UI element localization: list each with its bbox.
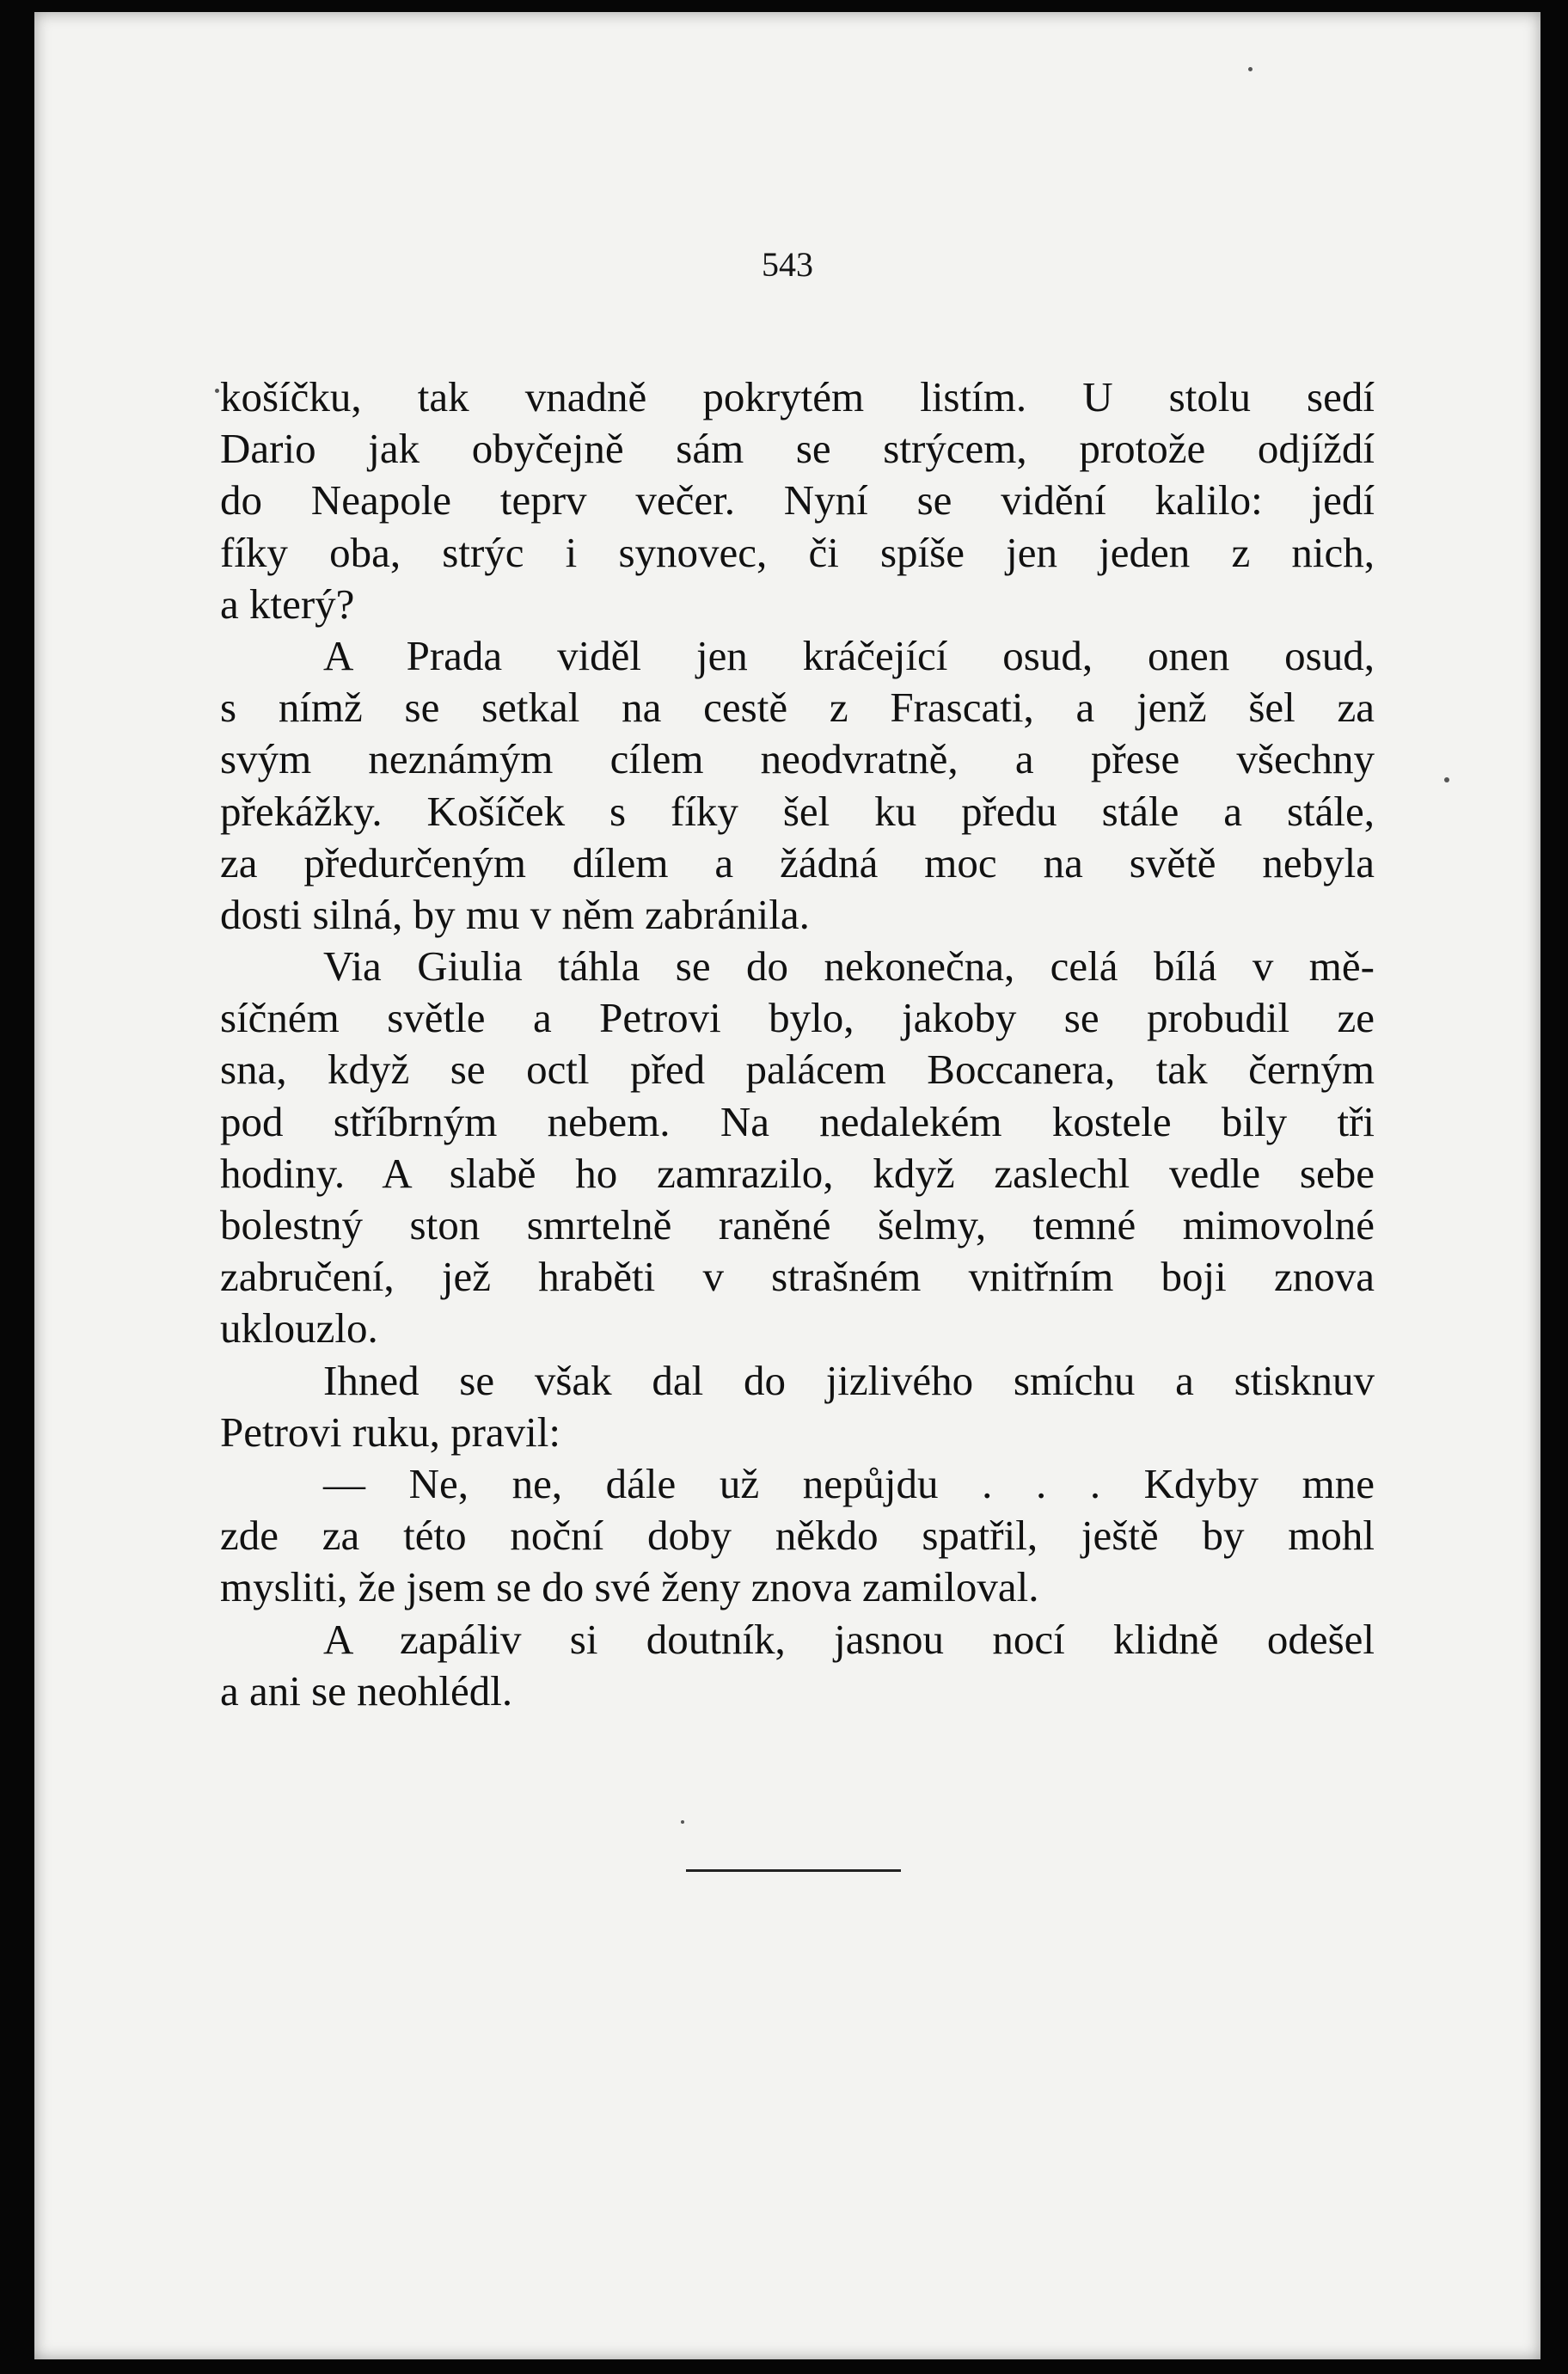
dust-speck	[681, 1820, 684, 1824]
text-line: mysliti, že jsem se do své ženy znova zamiloval.	[220, 1563, 1039, 1611]
page-number: 543	[762, 245, 813, 284]
end-of-chapter-rule	[686, 1869, 901, 1872]
text-line: a který?	[220, 580, 355, 628]
text-line: s nímž se setkal na cestě z Frascati, a jenž šel za	[220, 684, 1375, 732]
text-line: zabručení, jež hraběti v strašném vnitřním boji znova	[220, 1253, 1375, 1301]
text-line: pod stříbrným nebem. Na nedalekém kostele bily tři	[220, 1097, 1375, 1145]
text-line: za předurčeným dílem a žádná moc na světě nebyla	[220, 838, 1375, 886]
text-line: dosti silná, by mu v něm zabránila.	[220, 890, 810, 938]
text-line: svým neznámým cílem neodvratně, a přese všechny	[220, 735, 1375, 783]
text-line: hodiny. A slabě ho zamrazilo, když zaslechl vedle sebe	[220, 1149, 1375, 1197]
text-line: a ani se neohlédl.	[220, 1666, 513, 1715]
text-line: bolestný ston smrtelně raněné šelmy, temné mimovolné	[220, 1201, 1375, 1248]
dust-speck	[1444, 777, 1449, 782]
dust-speck	[1248, 67, 1253, 71]
text-line: A Prada viděl jen kráčející osud, onen osud,	[323, 631, 1375, 679]
text-line: do Neapole teprv večer. Nyní se vidění kalilo: jedí	[220, 476, 1375, 524]
text-line: sna, když se octl před palácem Boccanera, tak černým	[220, 1046, 1375, 1094]
text-line: zde za této noční doby někdo spatřil, ještě by mohl	[220, 1512, 1375, 1560]
text-line: košíčku, tak vnadně pokrytém listím. U stolu sedí	[220, 373, 1375, 420]
text-line: Dario jak obyčejně sám se strýcem, protože odjíždí	[220, 425, 1375, 473]
text-line: A zapáliv si doutník, jasnou nocí klidně odešel	[323, 1615, 1375, 1663]
body-text	[220, 371, 1375, 1717]
text-line: uklouzlo.	[220, 1304, 378, 1353]
dust-speck	[215, 389, 219, 393]
text-line: — Ne, ne, dále už nepůjdu . . . Kdyby mne	[323, 1459, 1375, 1507]
text-line: Petrovi ruku, pravil:	[220, 1408, 561, 1456]
book-page	[34, 12, 1540, 2359]
text-line: fíky oba, strýc i synovec, či spíše jen jeden z nich,	[220, 528, 1375, 576]
text-line: překážky. Košíček s fíky šel ku předu stále a stále,	[220, 787, 1375, 835]
text-line: Ihned se však dal do jizlivého smíchu a stisknuv	[323, 1356, 1375, 1404]
text-line: Via Giulia táhla se do nekonečna, celá bílá v mě-	[323, 942, 1375, 991]
text-line: síčném světle a Petrovi bylo, jakoby se probudil ze	[220, 994, 1375, 1042]
